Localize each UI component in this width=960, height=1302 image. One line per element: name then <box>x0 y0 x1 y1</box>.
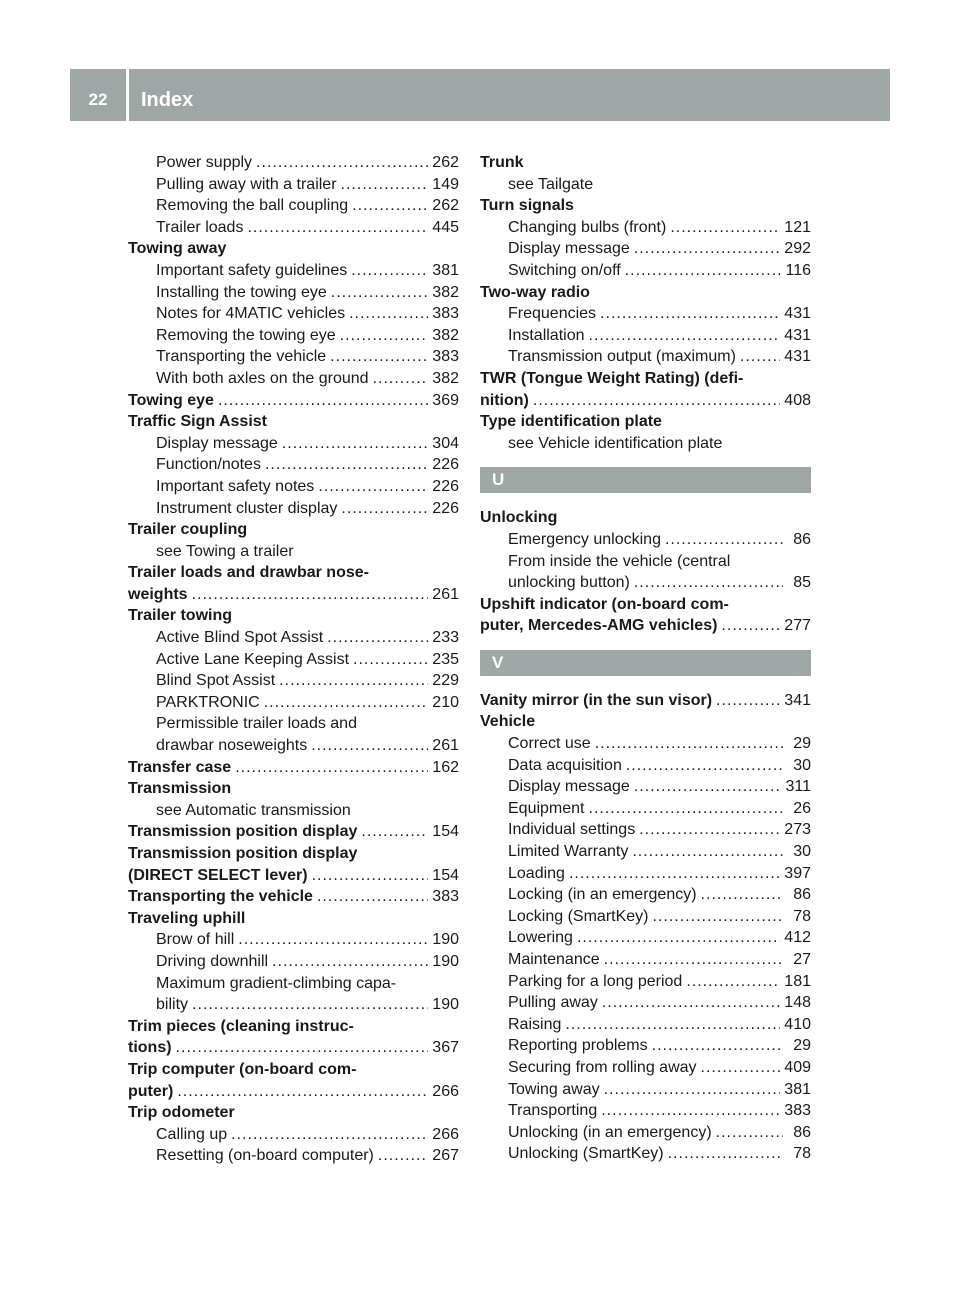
index-entry[interactable] <box>128 584 459 606</box>
index-subentry[interactable] <box>480 1057 811 1079</box>
index-subentry[interactable] <box>128 282 459 304</box>
entry-label: Function/notes <box>156 456 261 474</box>
dot-leader <box>716 1122 783 1144</box>
entry-page-number[interactable]: 181 <box>784 972 811 990</box>
index-subentry[interactable] <box>128 735 459 757</box>
entry-label: (DIRECT SELECT lever) <box>128 866 308 884</box>
index-subentry[interactable] <box>128 368 459 390</box>
dot-leader <box>600 303 780 325</box>
dot-leader <box>192 584 429 606</box>
entry-page-number[interactable]: 121 <box>784 218 811 236</box>
entry-page-number[interactable]: 397 <box>784 864 811 882</box>
index-subentry: see Tailgate <box>508 175 594 193</box>
index-subentry: see Vehicle identification plate <box>508 434 723 452</box>
entry-label: drawbar noseweights <box>156 737 308 755</box>
index-subentry[interactable] <box>480 992 811 1014</box>
entry-label: Important safety notes <box>156 477 315 495</box>
entry-page-number[interactable]: 409 <box>784 1058 811 1076</box>
dot-leader <box>634 572 783 594</box>
page-number: 22 <box>88 90 108 109</box>
dot-leader <box>634 776 782 798</box>
index-subentry: Maximum gradient-climbing capa- <box>156 974 397 992</box>
entry-page-number[interactable]: 226 <box>432 499 459 517</box>
index-subentry[interactable] <box>128 1145 459 1167</box>
entry-label: Transmission output (maximum) <box>508 348 736 366</box>
index-subentry[interactable] <box>128 346 459 368</box>
entry-label: Frequencies <box>508 305 597 323</box>
entry-page-number[interactable]: 26 <box>793 799 811 817</box>
entry-label: Individual settings <box>508 821 636 839</box>
entry-label: Blind Spot Assist <box>156 672 276 690</box>
dot-leader <box>589 798 784 820</box>
entry-label: Display message <box>156 434 278 452</box>
dot-leader <box>264 692 429 714</box>
entry-label: unlocking button) <box>508 574 630 592</box>
entry-label: Securing from rolling away <box>508 1058 697 1076</box>
dot-leader <box>176 1037 429 1059</box>
index-heading: Trip computer (on-board com- <box>128 1060 357 1078</box>
dot-leader <box>721 615 780 637</box>
dot-leader <box>352 195 428 217</box>
entry-page-number[interactable]: 381 <box>784 1080 811 1098</box>
entry-label: Limited Warranty <box>508 843 629 861</box>
index-heading: Unlocking <box>480 509 558 527</box>
entry-page-number[interactable]: 86 <box>793 886 811 904</box>
dot-leader <box>177 1081 428 1103</box>
index-subentry[interactable] <box>480 260 811 282</box>
page-title: Index <box>141 89 194 111</box>
index-heading: Trailer coupling <box>128 521 248 539</box>
dot-leader <box>625 260 782 282</box>
entry-page-number[interactable]: 267 <box>432 1147 459 1165</box>
dot-leader <box>668 1143 783 1165</box>
entry-label: bility <box>156 996 189 1014</box>
dot-leader <box>351 260 428 282</box>
entry-page-number[interactable]: 30 <box>793 756 811 774</box>
dot-leader <box>317 886 428 908</box>
index-subentry[interactable] <box>480 1100 811 1122</box>
entry-page-number[interactable]: 154 <box>432 823 459 841</box>
index-heading: TWR (Tongue Weight Rating) (defi- <box>480 369 744 387</box>
dot-leader <box>218 390 428 412</box>
dot-leader <box>341 498 428 520</box>
entry-page-number[interactable]: 383 <box>784 1102 811 1120</box>
entry-label: Emergency unlocking <box>508 530 661 548</box>
index-subentry[interactable] <box>480 1143 811 1165</box>
index-column-left <box>128 152 459 1167</box>
dot-leader <box>565 1014 780 1036</box>
entry-page-number[interactable]: 226 <box>432 456 459 474</box>
dot-leader <box>740 346 780 368</box>
entry-page-number[interactable]: 226 <box>432 477 459 495</box>
entry-page-number[interactable]: 210 <box>432 693 459 711</box>
entry-page-number[interactable]: 382 <box>432 283 459 301</box>
entry-page-number[interactable]: 341 <box>784 691 811 709</box>
entry-page-number[interactable]: 277 <box>784 617 811 635</box>
entry-label: Active Blind Spot Assist <box>156 629 324 647</box>
index-heading: Turn signals <box>480 197 574 215</box>
index-entry[interactable] <box>480 690 811 712</box>
dot-leader <box>653 906 784 928</box>
entry-label: Data acquisition <box>508 756 622 774</box>
index-heading: Towing away <box>128 240 227 258</box>
index-subentry[interactable] <box>128 951 459 973</box>
entry-label: Active Lane Keeping Assist <box>156 650 350 668</box>
entry-page-number[interactable]: 383 <box>432 348 459 366</box>
dot-leader <box>279 670 428 692</box>
entry-page-number[interactable]: 262 <box>432 154 459 171</box>
dot-leader <box>341 174 429 196</box>
index-heading: Vehicle <box>480 713 536 731</box>
index-heading: Trailer towing <box>128 607 233 625</box>
index-subentry[interactable] <box>128 929 459 951</box>
dot-leader <box>686 971 780 993</box>
entry-label: puter) <box>128 1082 174 1100</box>
entry-label: Removing the ball coupling <box>156 197 349 215</box>
index-subentry[interactable] <box>480 819 811 841</box>
entry-page-number[interactable]: 116 <box>785 261 811 279</box>
entry-label: Pulling away <box>508 994 598 1012</box>
entry-page-number[interactable]: 311 <box>785 778 811 796</box>
dot-leader <box>665 529 783 551</box>
index-subentry[interactable] <box>128 217 459 239</box>
entry-label: Important safety guidelines <box>156 261 348 279</box>
index-subentry[interactable] <box>128 627 459 649</box>
dot-leader <box>670 217 780 239</box>
index-subentry[interactable] <box>480 1014 811 1036</box>
index-heading: Type identification plate <box>480 413 662 431</box>
dot-leader <box>589 325 781 347</box>
index-subentry[interactable] <box>480 733 811 755</box>
index-column-right <box>480 152 811 1165</box>
dot-leader <box>235 757 428 779</box>
dot-leader <box>192 994 428 1016</box>
index-heading: Trim pieces (cleaning instruc- <box>128 1017 354 1035</box>
entry-page-number[interactable]: 29 <box>793 735 811 753</box>
entry-page-number[interactable]: 381 <box>432 261 459 279</box>
index-subentry[interactable] <box>480 776 811 798</box>
entry-label: nition) <box>480 391 529 409</box>
index-letter-heading: U <box>480 467 811 493</box>
index-subentry[interactable] <box>128 152 459 174</box>
index-heading: Two-way radio <box>480 283 590 301</box>
entry-label: Installing the towing eye <box>156 283 327 301</box>
dot-leader <box>340 325 429 347</box>
index-subentry[interactable] <box>480 572 811 594</box>
entry-page-number[interactable]: 30 <box>793 843 811 861</box>
entry-page-number[interactable]: 235 <box>432 650 459 668</box>
entry-page-number[interactable]: 149 <box>432 175 459 193</box>
dot-leader <box>632 841 783 863</box>
entry-page-number[interactable]: 383 <box>432 888 459 906</box>
entry-page-number[interactable]: 382 <box>432 369 459 387</box>
dot-leader <box>533 390 780 412</box>
entry-page-number[interactable]: 233 <box>432 629 459 647</box>
index-heading: Traffic Sign Assist <box>128 413 267 431</box>
index-subentry[interactable] <box>480 755 811 777</box>
dot-leader <box>701 884 783 906</box>
dot-leader <box>238 929 428 951</box>
index-letter-heading: V <box>480 650 811 676</box>
entry-label: Removing the towing eye <box>156 326 336 344</box>
entry-label: Instrument cluster display <box>156 499 338 517</box>
dot-leader <box>318 476 428 498</box>
entry-page-number[interactable]: 78 <box>793 907 811 925</box>
dot-leader <box>602 992 780 1014</box>
entry-page-number[interactable]: 261 <box>432 585 459 603</box>
entry-label: Pulling away with a trailer <box>156 175 337 193</box>
index-subentry[interactable] <box>128 670 459 692</box>
entry-page-number[interactable]: 383 <box>432 305 459 323</box>
index-subentry[interactable] <box>128 325 459 347</box>
entry-label: Driving downhill <box>156 952 269 970</box>
entry-label: tions) <box>128 1039 172 1057</box>
entry-page-number[interactable]: 412 <box>784 929 811 947</box>
index-subentry[interactable] <box>128 476 459 498</box>
entry-page-number[interactable]: 266 <box>432 1125 459 1143</box>
entry-label: Parking for a long period <box>508 972 683 990</box>
entry-label: Maintenance <box>508 951 600 968</box>
entry-label: Raising <box>508 1015 562 1033</box>
entry-label: Transporting the vehicle <box>156 348 327 366</box>
index-subentry[interactable] <box>480 884 811 906</box>
entry-page-number[interactable]: 229 <box>432 672 459 690</box>
entry-label: Transporting <box>508 1102 598 1120</box>
index-heading: Upshift indicator (on-board com- <box>480 595 729 613</box>
entry-label: Lowering <box>508 929 573 947</box>
entry-label: PARKTRONIC <box>156 693 260 711</box>
entry-page-number[interactable]: 292 <box>784 240 811 258</box>
dot-leader <box>604 1079 781 1101</box>
entry-page-number[interactable]: 27 <box>793 951 811 968</box>
index-subentry[interactable] <box>480 238 811 260</box>
dot-leader <box>282 433 428 455</box>
entry-page-number[interactable]: 85 <box>793 574 811 592</box>
entry-page-number[interactable]: 190 <box>432 996 459 1014</box>
index-subentry[interactable] <box>480 1079 811 1101</box>
index-entry[interactable] <box>128 1081 459 1103</box>
entry-page-number[interactable]: 261 <box>432 737 459 755</box>
entry-page-number[interactable]: 148 <box>784 994 811 1012</box>
index-heading: Traveling uphill <box>128 909 246 927</box>
index-subentry[interactable] <box>480 841 811 863</box>
entry-label: Notes for 4MATIC vehicles <box>156 305 346 323</box>
entry-label: Resetting (on-board computer) <box>156 1147 374 1165</box>
index-heading: Trailer loads and drawbar nose- <box>128 564 369 582</box>
entry-label: Reporting problems <box>508 1037 648 1055</box>
index-subentry[interactable] <box>480 346 811 368</box>
entry-page-number[interactable]: 262 <box>432 197 459 215</box>
dot-leader <box>604 949 783 971</box>
index-subentry[interactable] <box>480 303 811 325</box>
dot-leader <box>577 927 780 949</box>
entry-page-number[interactable]: 190 <box>432 931 459 949</box>
entry-page-number[interactable]: 162 <box>432 758 459 776</box>
entry-label: Installation <box>508 326 585 344</box>
dot-leader <box>701 1057 781 1079</box>
entry-page-number[interactable]: 431 <box>784 305 811 323</box>
index-subentry[interactable] <box>480 971 811 993</box>
entry-label: Towing eye <box>128 391 214 409</box>
entry-label: Unlocking (SmartKey) <box>508 1145 664 1163</box>
entry-label: Display message <box>508 240 630 258</box>
index-entry[interactable] <box>128 757 459 779</box>
index-subentry[interactable] <box>128 649 459 671</box>
index-heading: Transmission <box>128 780 232 798</box>
index-subentry[interactable] <box>480 1122 811 1144</box>
index-entry[interactable] <box>480 615 811 637</box>
dot-leader <box>626 755 783 777</box>
index-entry[interactable] <box>128 886 459 908</box>
dot-leader <box>349 303 428 325</box>
index-subentry[interactable] <box>128 692 459 714</box>
index-heading: Trip odometer <box>128 1104 235 1122</box>
index-subentry[interactable] <box>128 195 459 217</box>
index-subentry[interactable] <box>128 498 459 520</box>
entry-page-number[interactable]: 431 <box>784 326 811 344</box>
entry-label: Switching on/off <box>508 261 621 279</box>
entry-page-number[interactable]: 408 <box>784 391 811 409</box>
index-heading: Transmission position display <box>128 845 358 862</box>
index-subentry[interactable] <box>480 906 811 928</box>
index-subentry[interactable] <box>128 1124 459 1146</box>
dot-leader <box>265 454 428 476</box>
entry-page-number[interactable]: 304 <box>432 434 459 452</box>
dot-leader <box>569 863 780 885</box>
entry-page-number[interactable]: 86 <box>793 530 811 548</box>
index-subentry[interactable] <box>480 217 811 239</box>
entry-label: puter, Mercedes-AMG vehicles) <box>480 617 718 635</box>
entry-page-number[interactable]: 382 <box>432 326 459 344</box>
dot-leader <box>353 649 428 671</box>
index-subentry[interactable] <box>128 994 459 1016</box>
entry-label: Correct use <box>508 735 591 753</box>
dot-leader <box>652 1035 783 1057</box>
index-subentry[interactable] <box>128 303 459 325</box>
dot-leader <box>256 152 428 174</box>
dot-leader <box>595 733 783 755</box>
index-subentry[interactable] <box>480 863 811 885</box>
index-entry[interactable] <box>128 821 459 843</box>
entry-label: Trailer loads <box>156 218 244 236</box>
entry-label: Locking (in an emergency) <box>508 886 697 904</box>
index-subentry[interactable] <box>128 433 459 455</box>
dot-leader <box>272 951 428 973</box>
entry-label: Transmission position display <box>128 823 358 841</box>
entry-label: Towing away <box>508 1080 600 1098</box>
entry-label: Vanity mirror (in the sun visor) <box>480 691 713 709</box>
index-entry[interactable] <box>128 865 459 887</box>
entry-page-number[interactable]: 367 <box>432 1039 459 1057</box>
entry-label: Calling up <box>156 1125 228 1143</box>
index-entry[interactable] <box>128 1037 459 1059</box>
index-subentry[interactable] <box>480 529 811 551</box>
index-subentry[interactable] <box>480 949 811 971</box>
index-subentry: see Towing a trailer <box>156 542 294 560</box>
entry-label: Transfer case <box>128 758 232 776</box>
dot-leader <box>639 819 780 841</box>
index-subentry[interactable] <box>480 798 811 820</box>
entry-page-number[interactable]: 445 <box>432 218 459 236</box>
entry-label: With both axles on the ground <box>156 369 369 387</box>
dot-leader <box>361 821 428 843</box>
dot-leader <box>373 368 429 390</box>
entry-page-number[interactable]: 266 <box>432 1082 459 1100</box>
index-subentry: see Automatic transmission <box>156 801 351 819</box>
index-subentry: From inside the vehicle (central <box>508 552 731 570</box>
dot-leader <box>716 690 780 712</box>
entry-page-number[interactable]: 369 <box>432 391 459 409</box>
index-entry[interactable] <box>128 390 459 412</box>
index-subentry[interactable] <box>128 174 459 196</box>
entry-label: Transporting the vehicle <box>128 888 313 906</box>
entry-label: Power supply <box>156 154 253 171</box>
entry-page-number[interactable]: 273 <box>784 821 811 839</box>
entry-label: Loading <box>508 864 565 882</box>
entry-page-number[interactable]: 190 <box>432 952 459 970</box>
entry-label: Brow of hill <box>156 931 235 949</box>
index-subentry[interactable] <box>480 325 811 347</box>
dot-leader <box>231 1124 428 1146</box>
index-subentry[interactable] <box>480 1035 811 1057</box>
index-entry[interactable] <box>480 390 811 412</box>
entry-page-number[interactable]: 431 <box>784 348 811 366</box>
dot-leader <box>331 282 429 304</box>
dot-leader <box>312 865 429 887</box>
entry-page-number[interactable]: 410 <box>784 1015 811 1033</box>
entry-page-number[interactable]: 86 <box>793 1123 811 1141</box>
index-subentry[interactable] <box>128 454 459 476</box>
index-subentry: Permissible trailer loads and <box>156 715 357 733</box>
entry-label: weights <box>128 585 188 603</box>
entry-page-number[interactable]: 29 <box>793 1037 811 1055</box>
index-subentry[interactable] <box>128 260 459 282</box>
dot-leader <box>378 1145 428 1167</box>
entry-page-number[interactable]: 78 <box>793 1145 811 1163</box>
entry-page-number[interactable]: 154 <box>432 866 459 884</box>
dot-leader <box>634 238 780 260</box>
dot-leader <box>311 735 428 757</box>
entry-label: Locking (SmartKey) <box>508 907 649 925</box>
entry-label: Unlocking (in an emergency) <box>508 1123 712 1141</box>
entry-label: Equipment <box>508 799 585 817</box>
entry-label: Changing bulbs (front) <box>508 218 667 236</box>
dot-leader <box>327 627 428 649</box>
index-subentry[interactable] <box>480 927 811 949</box>
dot-leader <box>330 346 428 368</box>
index-heading: Trunk <box>480 154 524 171</box>
entry-label: Display message <box>508 778 630 796</box>
dot-leader <box>601 1100 780 1122</box>
dot-leader <box>247 217 428 239</box>
header-divider <box>126 69 129 121</box>
